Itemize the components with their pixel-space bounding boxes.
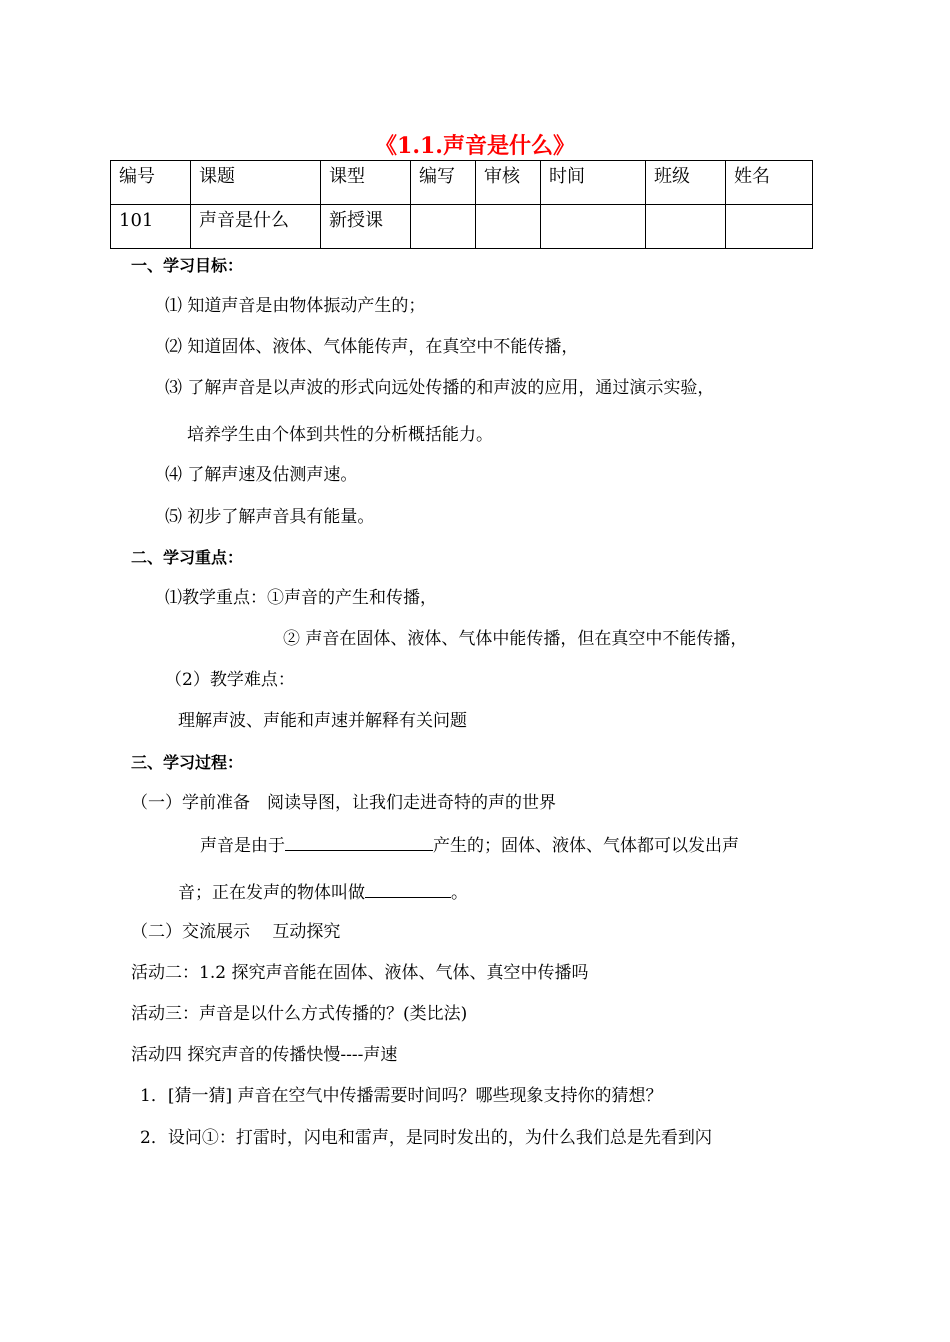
table-row (111, 205, 813, 249)
table-cell: 编号 (111, 161, 191, 205)
table-header-row (111, 161, 813, 205)
table-cell (726, 205, 813, 249)
document-title: 《1.1.声音是什么》 (375, 133, 575, 159)
question-line: 2．设问①：打雷时，闪电和雷声，是同时发出的，为什么我们总是先看到闪 (140, 1128, 712, 1148)
section-heading-goals: 一、学习目标： (131, 256, 244, 275)
table-cell: 审核 (476, 161, 541, 205)
table-cell: 时间 (541, 161, 646, 205)
table-cell (411, 205, 476, 249)
info-table (110, 160, 813, 249)
key-point: ② 声音在固体、液体、气体中能传播，但在真空中不能传播， (283, 629, 748, 649)
text-segment: 。 (451, 883, 468, 903)
difficulty-text: 理解声波、声能和声速并解释有关问题 (178, 711, 467, 731)
table-cell: 姓名 (726, 161, 813, 205)
table-cell: 课型 (321, 161, 411, 205)
table-cell (476, 205, 541, 249)
table-cell (646, 205, 726, 249)
answer-blank[interactable] (365, 879, 451, 898)
goal-item: 培养学生由个体到共性的分析概括能力。 (187, 425, 493, 445)
table-cell: 课题 (191, 161, 321, 205)
fill-blank-sentence (178, 879, 468, 905)
key-point: ⑴教学重点：①声音的产生和传播， (165, 588, 437, 608)
goal-item: ⑷ 了解声速及估测声速。 (165, 465, 358, 485)
goal-item: ⑵ 知道固体、液体、气体能传声，在真空中不能传播， (165, 337, 579, 357)
table-cell: 101 (111, 205, 191, 249)
table-cell: 新授课 (321, 205, 411, 249)
text-segment: 音；正在发声的物体叫做 (178, 883, 365, 903)
text-segment: 产生的；固体、液体、气体都可以发出声 (433, 836, 739, 856)
exchange-line: （二）交流展示 互动探究 (131, 922, 341, 942)
activity-line: 活动三：声音是以什么方式传播的？(类比法) (131, 1004, 468, 1024)
text-segment: 声音是由于 (200, 836, 285, 856)
difficulty-label: （2）教学难点： (165, 670, 295, 690)
fill-blank-sentence (200, 832, 739, 858)
goal-item: ⑸ 初步了解声音具有能量。 (165, 507, 375, 527)
table-cell: 班级 (646, 161, 726, 205)
activity-line: 活动四 探究声音的传播快慢----声速 (131, 1045, 398, 1065)
goal-item: ⑶ 了解声音是以声波的形式向远处传播的和声波的应用，通过演示实验， (165, 378, 715, 398)
section-heading-process: 三、学习过程： (131, 753, 244, 772)
answer-blank[interactable] (285, 832, 433, 851)
goal-item: ⑴ 知道声音是由物体振动产生的； (165, 296, 426, 316)
activity-line: 活动二：1.2 探究声音能在固体、液体、气体、真空中传播吗 (131, 963, 589, 983)
section-heading-key-points: 二、学习重点： (131, 548, 244, 567)
table-cell: 声音是什么 (191, 205, 321, 249)
question-line: 1．[猜一猜] 声音在空气中传播需要时间吗？哪些现象支持你的猜想？ (140, 1086, 663, 1106)
table-cell: 编写 (411, 161, 476, 205)
pre-study-line: （一）学前准备 阅读导图，让我们走进奇特的声的世界 (131, 793, 556, 813)
table-cell (541, 205, 646, 249)
